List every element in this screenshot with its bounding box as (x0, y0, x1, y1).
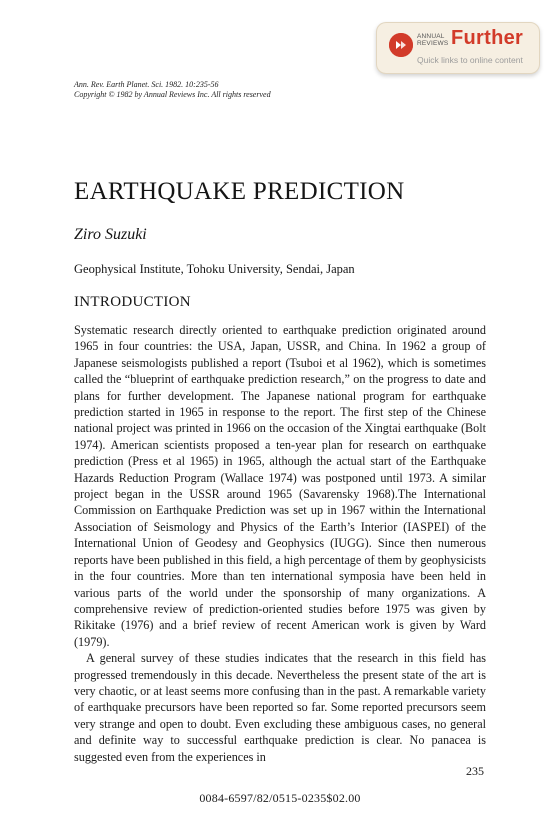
article-title: EARTHQUAKE PREDICTION (74, 178, 405, 205)
annual-reviews-label: ANNUAL REVIEWS (417, 33, 449, 47)
further-subtitle: Quick links to online content (417, 55, 523, 65)
author-affiliation: Geophysical Institute, Tohoku University, Sendai, Japan (74, 262, 355, 276)
annual-reviews-logo-icon (389, 33, 413, 57)
article-author: Ziro Suzuki (74, 226, 147, 243)
citation-block (74, 80, 374, 100)
further-label: Further (451, 27, 524, 49)
section-heading: INTRODUCTION (74, 294, 191, 310)
article-body (74, 322, 486, 765)
footer-code: 0084-6597/82/0515-0235$02.00 (199, 791, 361, 805)
further-badge[interactable] (376, 22, 540, 74)
citation-line-copyright: Copyright © 1982 by Annual Reviews Inc. All rights reserved (74, 90, 271, 99)
paragraph: Systematic research directly oriented to earthquake prediction originated around 1965 in four countries: the USA, Japan, USSR, and China. In 1962 a group of Japanese seismologists published a report (Tsuboi et al 1962), which is sometimes called the “blueprint of earthquake prediction research,” on the progress to date and plans for further development. The Japanese national program for earthquake prediction started in 1965 in response to the report. The first step of the Chinese national project was printed in 1966 on the occasion of the Xingtai earthquake (Bolt 1974). American scientists proposed a ten-year plan for research on earthquake prediction (Press et al 1965) in 1965, although the actual start of the Earthquake Hazards Reduction Program (Wallace 1974) was postponed until 1973. A similar project began in the USSR around 1965 (Savarensky 1968).The International Commission on Earthquake Prediction was set up in 1967 within the International Association of Seismology and Physics of the Earth’s Interior (IASPEI) of the International Union of Geodesy and Geophysics (IUGG). Since then numerous reports have been published in this field, a high percentage of them by geophysicists in the four countries. More than ten international symposia have been held in various parts of the world under the sponsorship of many organizations. A comprehensive review of prediction-oriented studies before 1975 was given by Rikitake (1976) and a brief review of recent American work is given by Ward (1979). (74, 323, 486, 649)
citation-line-journal: Ann. Rev. Earth Planet. Sci. 1982. 10:235-56 (74, 80, 219, 89)
page-number: 235 (466, 764, 484, 778)
paragraph: A general survey of these studies indicates that the research in this field has progressed tremendously in this decade. Nevertheless the present state of the art is very chaotic, or at least seems more confusing than in the past. A remarkable variety of earthquake precursors have been reported so far. Some reported precursors seem very strange and open to doubt. Even excluding these ambiguous cases, no general and definite way to successful earthquake prediction is clear. No panacea is suggested even from the experiences in (74, 651, 486, 764)
